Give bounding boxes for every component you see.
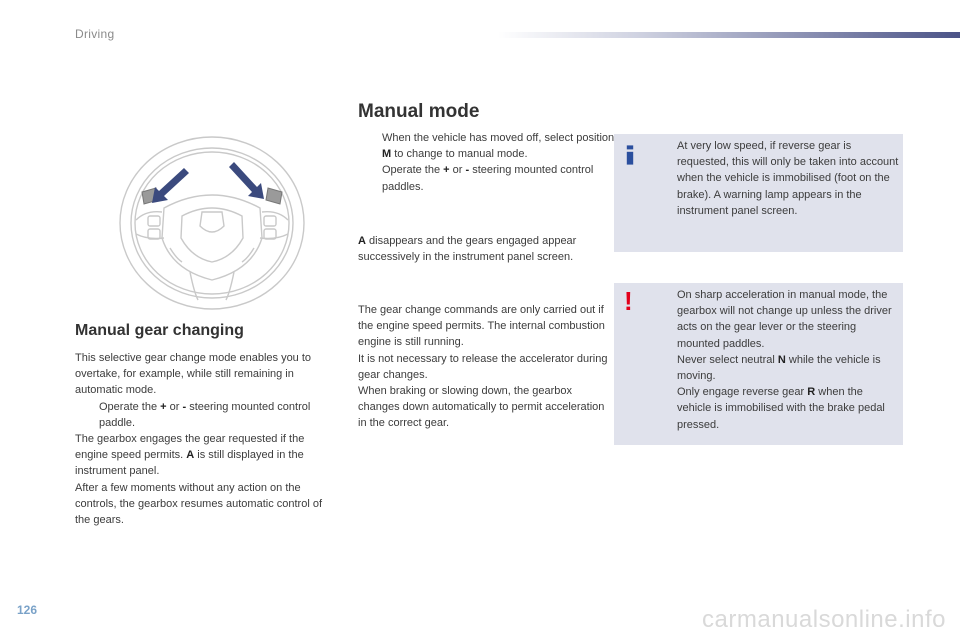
bullet1-text: When the vehicle has moved off, select position bbox=[382, 132, 615, 144]
position-m: M bbox=[382, 148, 392, 161]
manual-mode-bullets bbox=[358, 130, 623, 195]
warning-text-3-pre: Only engage reverse gear bbox=[677, 386, 808, 399]
para2-text-end: is still displayed in the instrument panel. bbox=[75, 449, 304, 478]
para-b3: When braking or slowing down, the gearbox changes down automatically to permit acceleration in the correct gear. bbox=[358, 385, 605, 430]
left-bullet bbox=[75, 399, 340, 431]
steering-wheel-illustration bbox=[112, 130, 312, 320]
manual-mode-paragraph-b bbox=[358, 302, 613, 432]
warning-text-2 bbox=[677, 352, 899, 384]
warning-text-3 bbox=[677, 384, 899, 433]
minus-symbol: - bbox=[182, 400, 187, 413]
para2-bold-a: A bbox=[186, 449, 195, 462]
minus-symbol: - bbox=[465, 164, 470, 177]
watermark: carmanualsonline.info bbox=[702, 606, 946, 633]
para2-text: The gearbox engages the gear requested if the engine speed permits. bbox=[75, 433, 305, 462]
warning-box bbox=[614, 283, 903, 445]
bullet2-text-or: or bbox=[449, 164, 466, 177]
warning-text-2-post: while the vehicle is moving. bbox=[677, 353, 881, 383]
manual-mode-paragraph-a bbox=[358, 233, 613, 265]
plus-symbol: + bbox=[160, 400, 167, 413]
bullet1-text-end: to change to manual mode. bbox=[391, 148, 528, 161]
para-a-bold: A bbox=[358, 235, 366, 247]
left-paragraph-2 bbox=[75, 431, 340, 480]
plus-symbol: + bbox=[443, 164, 450, 177]
bullet2-text-end: steering mounted control paddles. bbox=[382, 164, 594, 193]
manual-mode-heading: Manual mode bbox=[358, 101, 480, 122]
bullet-text-end: steering mounted control paddle. bbox=[99, 400, 311, 429]
para-a bbox=[358, 233, 613, 265]
neutral-n: N bbox=[777, 353, 786, 366]
mid-bullet-2 bbox=[358, 162, 623, 194]
info-box bbox=[614, 134, 903, 252]
warning-text-1: On sharp acceleration in manual mode, the gearbox will not change up unless the driver acts on the gear lever or the steering mounted paddles. bbox=[677, 289, 892, 350]
manual-gear-changing-heading: Manual gear changing bbox=[75, 322, 244, 339]
warning-text bbox=[677, 287, 899, 433]
mid-bullet-1 bbox=[358, 130, 623, 162]
section-title: Driving bbox=[75, 27, 115, 41]
para-b1: The gear change commands are only carried out if the engine speed permits. The internal combustion engine is still running. bbox=[358, 304, 605, 349]
warning-text-3-post: when the vehicle is immobilised with the brake pedal pressed. bbox=[677, 386, 885, 431]
warning-text-2-pre: Never select neutral bbox=[677, 353, 778, 366]
reverse-r: R bbox=[807, 386, 816, 399]
page-number: 126 bbox=[17, 603, 38, 617]
warning-icon: ! bbox=[624, 286, 633, 316]
info-text: At very low speed, if reverse gear is requested, this will only be taken into account when the vehicle is immobilised (foot on the brake). A warning lamp appears in the instrument panel screen. bbox=[677, 140, 899, 217]
left-paragraph-3: After a few moments without any action on the controls, the gearbox resumes automatic control of the gears. bbox=[75, 481, 323, 527]
header-gradient-bar bbox=[498, 32, 960, 38]
para-a-text: disappears and the gears engaged appear successively in the instrument panel screen. bbox=[358, 235, 577, 264]
left-paragraph-1: This selective gear change mode enables you to overtake, for example, while still remaining in automatic mode. bbox=[75, 352, 312, 397]
manual-gear-changing-text bbox=[75, 350, 340, 528]
bullet2-text: Operate the bbox=[382, 164, 444, 177]
bullet-text-or: or bbox=[166, 400, 183, 413]
para-b2: It is not necessary to release the accelerator during gear changes. bbox=[358, 352, 608, 381]
info-icon bbox=[626, 142, 634, 168]
bullet-text: Operate the bbox=[99, 400, 161, 413]
